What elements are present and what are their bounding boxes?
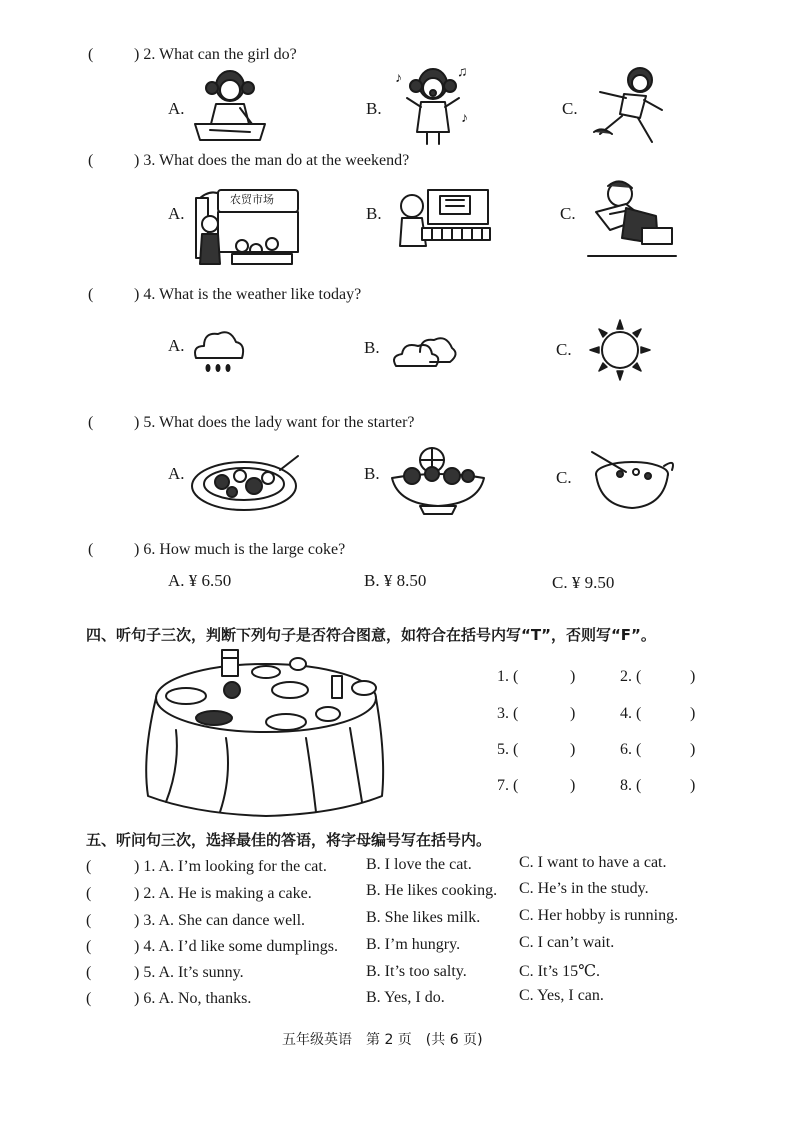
option-c-label: C. xyxy=(556,340,572,359)
answer-paren[interactable]: ( xyxy=(86,990,92,1007)
section-5-heading: 五、听问句三次，选择最佳的答语，将字母编号写在括号内。 xyxy=(86,831,492,849)
option-b-label: B. xyxy=(366,99,382,118)
answer-paren[interactable]: ( xyxy=(86,858,92,875)
option-c-label: C. xyxy=(556,468,572,487)
option-a-label: A. xyxy=(168,336,185,355)
row-1-option-c: C. I want to have a cat. xyxy=(519,854,667,871)
option-a-label: A. xyxy=(168,99,185,118)
blank-8-close: ) xyxy=(690,777,696,794)
row-3-option-b: B. She likes milk. xyxy=(366,909,481,926)
blank-7-label[interactable]: 7. ( xyxy=(497,777,519,794)
blank-5-label[interactable]: 5. ( xyxy=(497,741,519,758)
salad-plate-picture xyxy=(188,452,304,516)
answer-paren[interactable]: ( xyxy=(86,885,92,902)
blank-6-close: ) xyxy=(690,741,696,758)
answer-paren[interactable]: ( xyxy=(88,46,94,63)
answer-paren[interactable]: ( xyxy=(86,912,92,929)
rainy-icon xyxy=(190,324,248,380)
blank-6-label[interactable]: 6. ( xyxy=(620,741,642,758)
sunny-icon xyxy=(588,318,652,382)
row-2-option-a: ) 2. A. He is making a cake. xyxy=(134,885,312,902)
blank-1-close: ) xyxy=(570,668,576,685)
blank-7-close: ) xyxy=(570,777,576,794)
answer-paren[interactable]: ( xyxy=(88,414,94,431)
row-5-option-c: C. It’s 15℃. xyxy=(519,963,601,980)
question-3-text: ) 3. What does the man do at the weekend? xyxy=(134,152,410,169)
question-4-text: ) 4. What is the weather like today? xyxy=(134,286,362,303)
blank-3-close: ) xyxy=(570,705,576,722)
girl-writing-picture xyxy=(190,64,270,144)
blank-2-close: ) xyxy=(690,668,696,685)
option-b-label: B. xyxy=(364,338,380,357)
girl-running-picture xyxy=(590,62,670,146)
blank-5-close: ) xyxy=(570,741,576,758)
option-c-label: C. ¥ 9.50 xyxy=(552,573,615,592)
market-sign-text: 农贸市场 xyxy=(230,193,274,206)
row-2-option-c: C. He’s in the study. xyxy=(519,880,649,897)
blank-2-label[interactable]: 2. ( xyxy=(620,668,642,685)
dinner-table-picture xyxy=(136,646,396,818)
blank-3-label[interactable]: 3. ( xyxy=(497,705,519,722)
option-a-label: A. xyxy=(168,464,185,483)
blank-1-label[interactable]: 1. ( xyxy=(497,668,519,685)
girl-singing-picture xyxy=(393,62,473,146)
blank-8-label[interactable]: 8. ( xyxy=(620,777,642,794)
row-6-option-b: B. Yes, I do. xyxy=(366,989,445,1006)
option-c-label: C. xyxy=(562,99,578,118)
row-6-option-a: ) 6. A. No, thanks. xyxy=(134,990,252,1007)
blank-4-label[interactable]: 4. ( xyxy=(620,705,642,722)
option-b-label: B. ¥ 8.50 xyxy=(364,571,427,590)
row-4-option-c: C. I can’t wait. xyxy=(519,934,615,951)
row-5-option-a: ) 5. A. It’s sunny. xyxy=(134,964,244,981)
row-2-option-b: B. He likes cooking. xyxy=(366,882,498,899)
cloudy-icon xyxy=(390,330,458,370)
page-footer: 五年级英语 第 2 页 (共 6 页) xyxy=(282,1032,483,1048)
svg-text:♫: ♫ xyxy=(457,65,468,80)
row-1-option-a: ) 1. A. I’m looking for the cat. xyxy=(134,858,327,875)
section-4-heading: 四、听句子三次，判断下列句子是否符合图意，如符合在括号内写“T”，否则写“F”。 xyxy=(86,626,656,644)
row-6-option-c: C. Yes, I can. xyxy=(519,987,604,1004)
option-a-label: A. xyxy=(168,204,185,223)
row-3-option-a: ) 3. A. She can dance well. xyxy=(134,912,306,929)
question-5-text: ) 5. What does the lady want for the starter? xyxy=(134,414,415,431)
row-3-option-c: C. Her hobby is running. xyxy=(519,907,679,924)
option-a-label: A. ¥ 6.50 xyxy=(168,571,232,590)
question-2-text: ) 2. What can the girl do? xyxy=(134,46,297,63)
option-b-label: B. xyxy=(366,204,382,223)
answer-paren[interactable]: ( xyxy=(86,964,92,981)
blank-4-close: ) xyxy=(690,705,696,722)
answer-paren[interactable]: ( xyxy=(88,152,94,169)
option-b-label: B. xyxy=(364,464,380,483)
row-4-option-b: B. I’m hungry. xyxy=(366,936,461,953)
row-5-option-b: B. It’s too salty. xyxy=(366,963,467,980)
svg-text:♪: ♪ xyxy=(395,71,402,86)
answer-paren[interactable]: ( xyxy=(88,541,94,558)
soup-bowl-picture xyxy=(586,448,678,514)
answer-paren[interactable]: ( xyxy=(86,938,92,955)
man-reading-picture xyxy=(586,178,678,258)
option-c-label: C. xyxy=(560,204,576,223)
salad-bowl-picture xyxy=(386,446,490,518)
question-6-text: ) 6. How much is the large coke? xyxy=(134,541,346,558)
svg-text:♪: ♪ xyxy=(461,111,468,126)
playing-piano-picture xyxy=(392,188,492,252)
answer-paren[interactable]: ( xyxy=(88,286,94,303)
row-4-option-a: ) 4. A. I’d like some dumplings. xyxy=(134,938,338,955)
row-1-option-b: B. I love the cat. xyxy=(366,856,472,873)
